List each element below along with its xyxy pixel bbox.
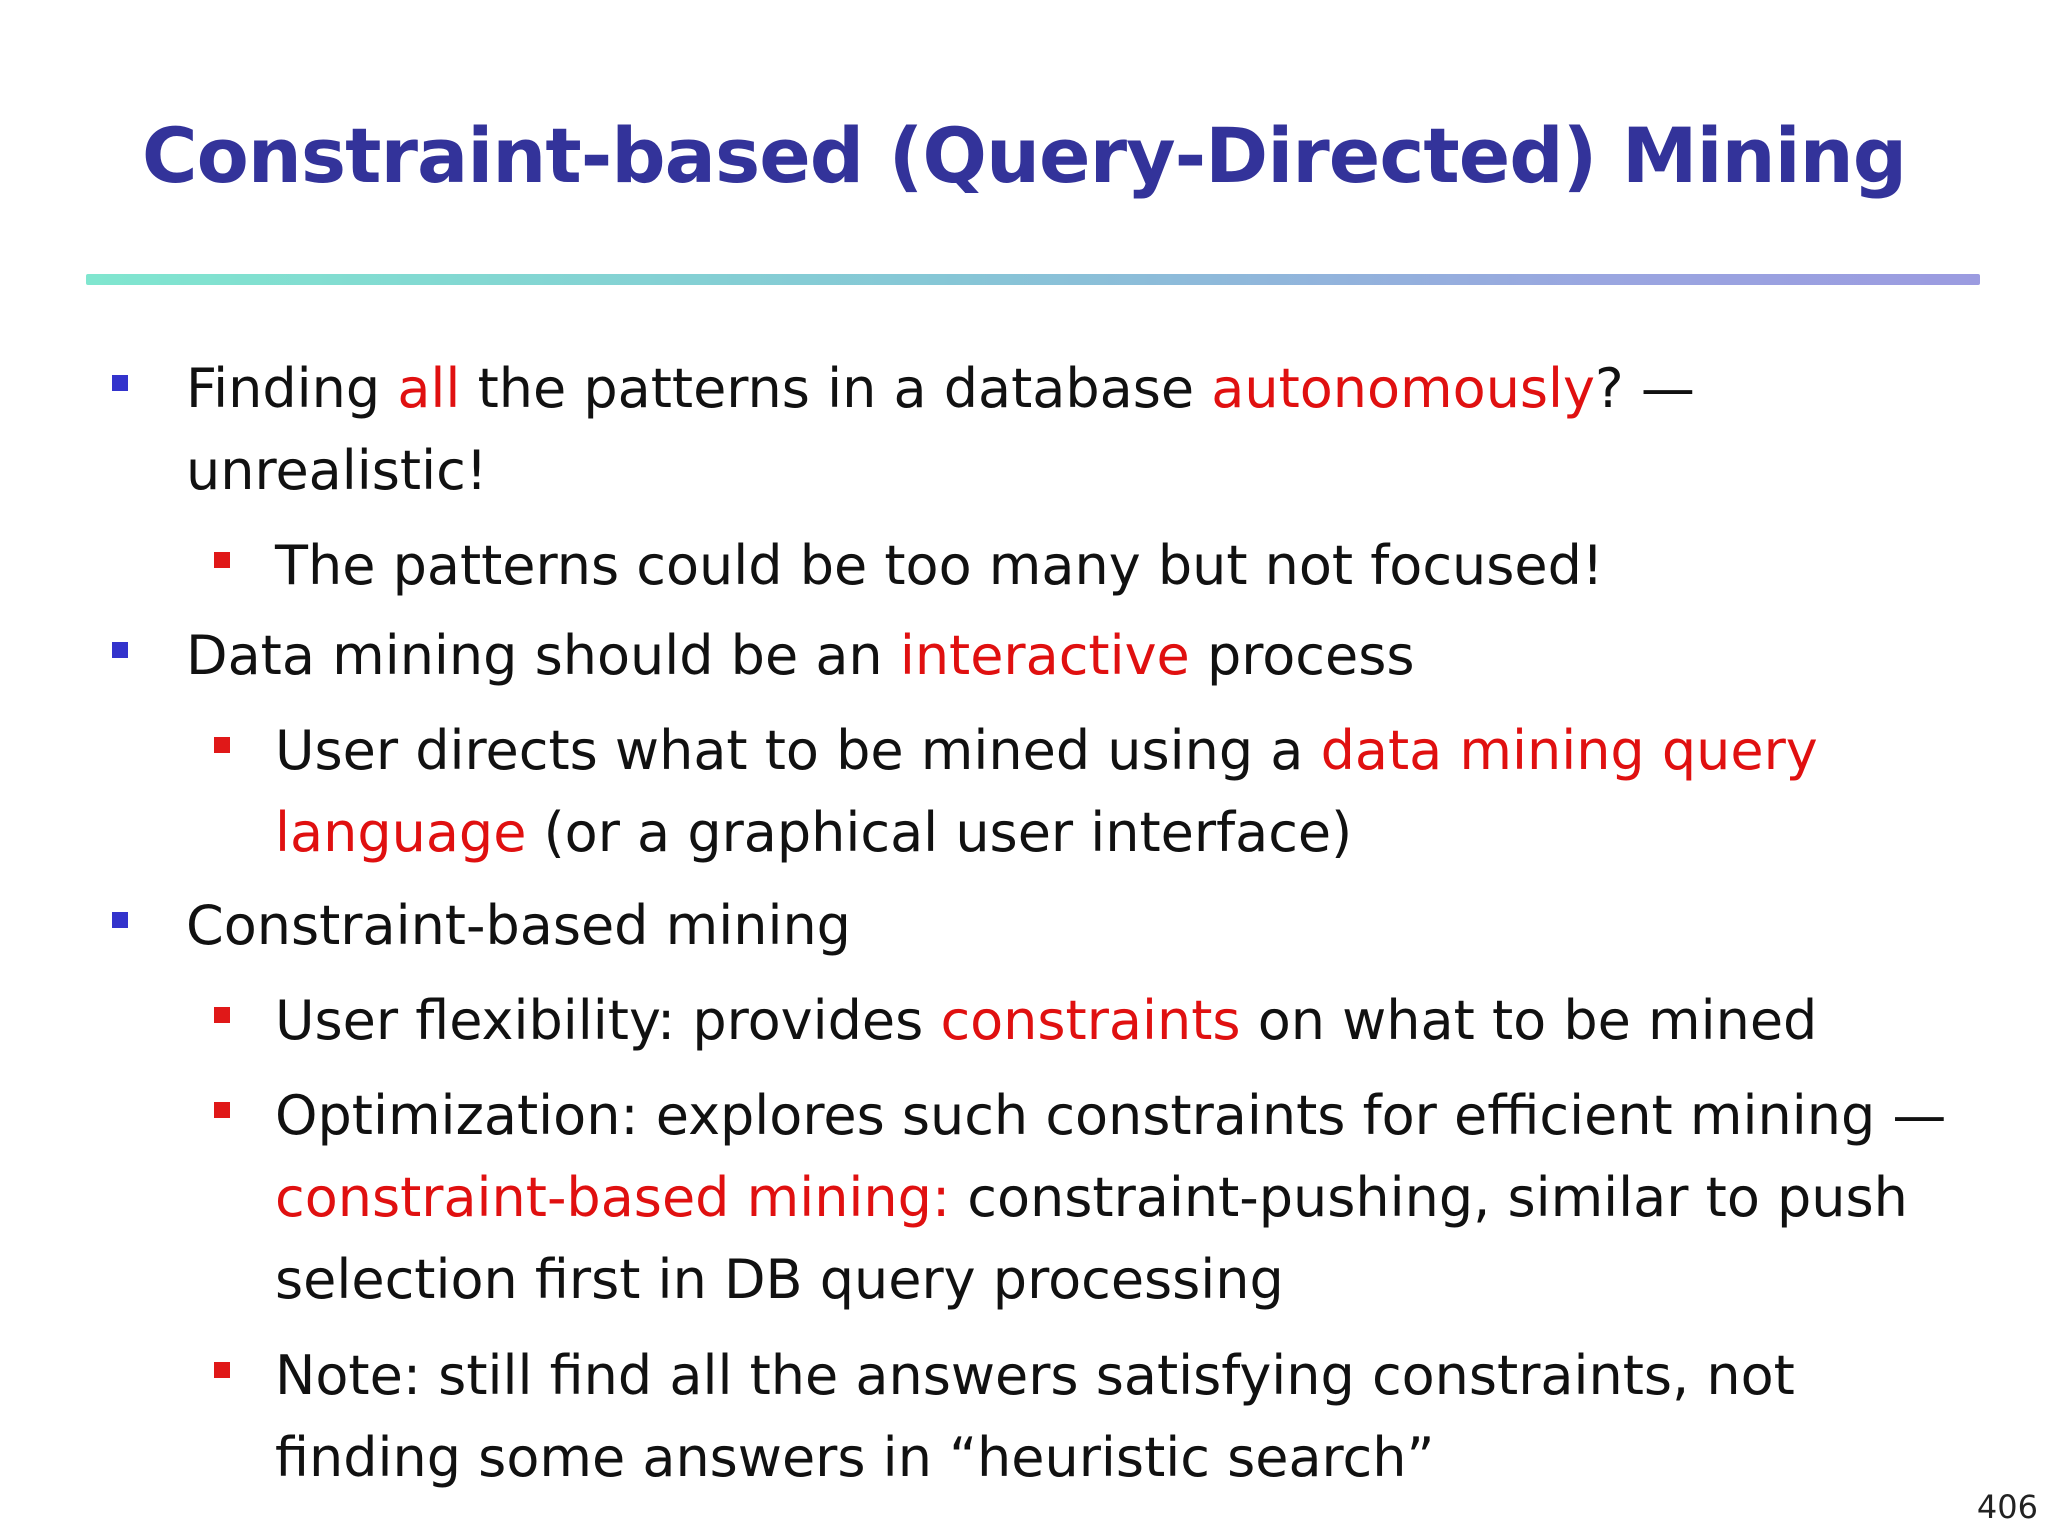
- bullet-marker-level2: [214, 1102, 230, 1118]
- bullet-marker-level1: [112, 912, 128, 928]
- bullet-item-4: [275, 710, 1855, 874]
- bullet-item-2: [275, 525, 1955, 607]
- bullet-text: ? — unrealistic!: [186, 357, 1695, 502]
- bullet-item-1: [186, 348, 1726, 512]
- bullet-marker-level2: [214, 737, 230, 753]
- bullet-marker-level1: [112, 375, 128, 391]
- bullet-item-3: [186, 615, 1726, 697]
- slide-title: Constraint-based (Query-Directed) Mining: [141, 111, 1907, 200]
- bullet-text: The patterns could be too many but not focused!: [275, 534, 1604, 597]
- bullet-marker-level2: [214, 1362, 230, 1378]
- bullet-marker-level2: [214, 552, 230, 568]
- bullet-text: Optimization: explores such constraints for efficient mining —: [275, 1084, 1947, 1147]
- bullet-item-5: [186, 885, 1726, 967]
- bullet-marker-level2: [214, 1007, 230, 1023]
- bullet-text: Finding: [186, 357, 398, 420]
- bullet-text: User directs what to be mined using a: [275, 719, 1321, 782]
- bullet-item-7: [275, 1075, 1955, 1321]
- highlight-text: data mining query language: [275, 719, 1818, 864]
- bullet-text: User flexibility: provides: [275, 989, 941, 1052]
- highlight-text: all: [397, 357, 461, 420]
- bullet-text: Data mining should be an: [186, 624, 900, 687]
- bullet-item-8: [275, 1335, 1835, 1499]
- page-number: 406: [1976, 1488, 2038, 1526]
- highlight-text: constraints: [940, 989, 1241, 1052]
- bullet-text: Constraint-based mining: [186, 894, 851, 957]
- bullet-text: the patterns in a database: [460, 357, 1212, 420]
- bullet-text: process: [1189, 624, 1415, 687]
- highlight-text: interactive: [899, 624, 1190, 687]
- highlight-text: constraint-based mining:: [275, 1166, 951, 1229]
- bullet-marker-level1: [112, 642, 128, 658]
- bullet-text: Note: still find all the answers satisfying constraints, not finding some answers in “heuristic search”: [275, 1344, 1795, 1489]
- bullet-item-6: [275, 980, 1955, 1062]
- highlight-text: autonomously: [1211, 357, 1596, 420]
- bullet-text: constraint-pushing, similar to push selection first in DB query processing: [275, 1166, 1908, 1311]
- bullet-text: (or a graphical user interface): [526, 801, 1353, 864]
- bullet-text: on what to be mined: [1240, 989, 1818, 1052]
